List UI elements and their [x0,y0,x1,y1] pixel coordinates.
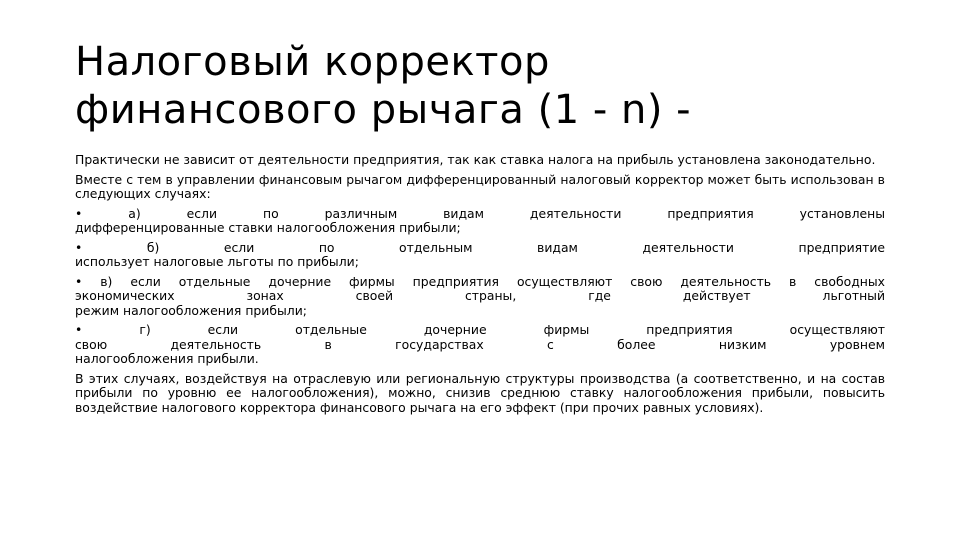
list-item-b [75,241,885,270]
slide-title [75,38,895,134]
list-item-a [75,207,885,236]
list-item-c-line-2: экономических зонах своей страны, где действует льготный [75,288,885,303]
list-item-b-line-2: использует налоговые льготы по прибыли; [75,254,359,269]
list-item-a-line-1: • а) если по различным видам деятельности предприятия установлены [75,205,885,221]
paragraph-conclusion: В этих случаях, воздействуя на отраслевую или региональную структуры производства (а соответственно, и на состав прибыли по уровню ее налогообложения), можно, снизив среднюю ставку налогообложения прибыли, повысить воздействие налогового корректора финансового рычага на его эффект (при прочих равных условиях). [75,370,885,415]
slide-body [75,153,885,420]
paragraph-usage: Вместе с тем в управлении финансовым рычагом дифференцированный налоговый корректор может быть использован в следующих случаях: [75,171,885,201]
list-item-b-line-1: • б) если по отдельным видам деятельности предприятие [75,239,885,255]
list-item-d-line-2: свою деятельность в государствах с более низким уровнем [75,336,885,352]
list-item-c [75,275,885,319]
list-item-d [75,323,885,367]
list-item-c-line-1: • в) если отдельные дочерние фирмы предприятия осуществляют свою деятельность в свободных [75,273,885,289]
list-item-a-line-2: дифференцированные ставки налогообложения прибыли; [75,220,461,235]
title-line-2: финансового рычага (1 - n) - [75,87,692,133]
list-item-d-line-1: • г) если отдельные дочерние фирмы предприятия осуществляют [75,322,885,337]
list-item-c-line-3: режим налогообложения прибыли; [75,302,307,318]
paragraph-intro: Практически не зависит от деятельности предприятия, так как ставка налога на прибыль установлена законодательно. [75,152,876,167]
title-line-1: Налоговый корректор [75,39,550,85]
list-item-d-line-3: налогообложения прибыли. [75,351,259,366]
